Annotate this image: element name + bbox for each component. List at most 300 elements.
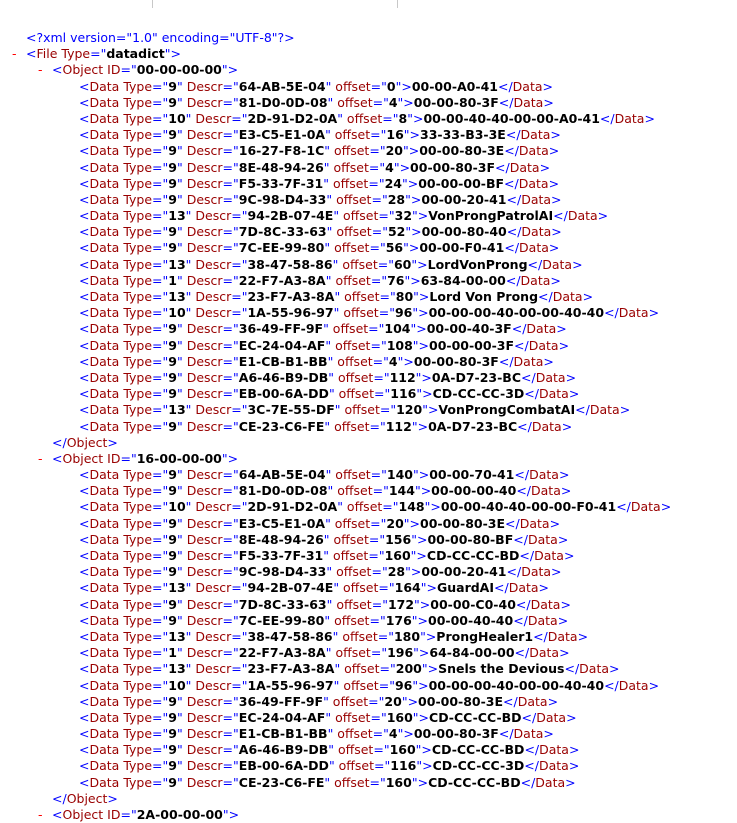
data-offset-attr-value: 20 xyxy=(385,143,403,159)
attr-quote: " xyxy=(325,78,332,94)
tag-bracket: > xyxy=(418,677,429,693)
tag-bracket: > xyxy=(558,337,570,353)
attr-quote: " xyxy=(162,742,169,758)
attr-equals: = xyxy=(369,612,380,628)
data-tag-name: Data xyxy=(89,289,120,304)
tag-bracket: > xyxy=(411,224,422,240)
data-row xyxy=(0,208,737,224)
attr-quote: " xyxy=(383,742,390,758)
attr-quote: " xyxy=(324,143,330,159)
data-descr-attr-name: Descr xyxy=(182,531,223,547)
attr-quote: " xyxy=(413,289,419,304)
attr-quote: " xyxy=(233,418,239,434)
attr-equals: = xyxy=(231,305,242,321)
data-type-attr-value: 9 xyxy=(168,515,177,531)
data-type-attr-value: 13 xyxy=(168,208,186,224)
data-type-attr-value: 13 xyxy=(168,628,186,644)
data-row xyxy=(0,370,737,386)
data-offset-attr-name: offset xyxy=(333,353,373,369)
data-offset-attr-name: offset xyxy=(332,564,372,580)
data-row xyxy=(0,548,737,564)
attr-equals: = xyxy=(152,612,163,628)
tag-bracket: > xyxy=(542,78,553,94)
data-row xyxy=(0,758,737,774)
data-value: Lord Von Prong xyxy=(429,289,539,304)
data-type-attr-value: 9 xyxy=(168,709,177,725)
tag-bracket: < xyxy=(79,483,90,499)
tag-bracket: > xyxy=(597,208,609,224)
xml-tree-view[interactable] xyxy=(0,30,737,823)
data-tag-name: Data xyxy=(509,159,540,175)
data-row xyxy=(0,645,737,661)
attr-quote: " xyxy=(162,596,169,612)
attr-quote: " xyxy=(162,418,169,434)
data-descr-attr-name: Descr xyxy=(191,628,232,644)
tag-bracket: > xyxy=(550,272,561,288)
attr-quote: " xyxy=(379,774,386,790)
data-type-attr-name: Type xyxy=(119,353,153,369)
data-descr-attr-value: 23-F7-A3-8A xyxy=(247,289,335,304)
attr-equals: = xyxy=(379,661,391,677)
attr-equals: = xyxy=(222,564,234,580)
data-tag-name: Data xyxy=(89,94,120,110)
attr-quote: " xyxy=(233,143,239,159)
file-tag-name: File xyxy=(36,46,58,62)
data-row xyxy=(0,386,737,402)
attr-quote: " xyxy=(185,580,192,596)
data-offset-attr-name: offset xyxy=(334,758,375,774)
data-tag-name: Data xyxy=(89,758,120,774)
data-tag-name: Data xyxy=(89,305,120,321)
attr-quote: " xyxy=(176,127,183,143)
attr-quote: " xyxy=(162,175,169,191)
data-offset-attr-name: offset xyxy=(333,483,373,499)
attr-equals: = xyxy=(222,758,234,774)
tag-bracket: </ xyxy=(519,548,535,563)
attr-quote: " xyxy=(233,612,239,628)
attr-quote: " xyxy=(323,175,329,191)
attr-equals: = xyxy=(373,742,384,758)
tag-bracket: < xyxy=(79,369,90,385)
attr-quote: " xyxy=(332,256,339,272)
attr-quote: " xyxy=(176,353,183,369)
collapse-toggle[interactable]: - xyxy=(38,807,43,822)
data-tag-name: Data xyxy=(513,353,544,369)
attr-quote: " xyxy=(233,386,239,402)
attr-quote: " xyxy=(233,645,239,661)
attr-quote: " xyxy=(176,548,183,563)
attr-quote: " xyxy=(383,369,390,385)
data-descr-attr-name: Descr xyxy=(182,386,223,402)
data-offset-attr-value: 120 xyxy=(396,402,423,418)
attr-equals: = xyxy=(377,628,389,644)
data-offset-attr-name: offset xyxy=(342,110,383,126)
attr-equals: = xyxy=(222,483,234,499)
data-descr-attr-name: Descr xyxy=(182,564,223,580)
tag-bracket: </ xyxy=(498,726,514,742)
attr-quote: " xyxy=(162,515,169,531)
data-row xyxy=(0,775,737,791)
data-descr-attr-name: Descr xyxy=(191,677,232,693)
attr-quote: " xyxy=(323,159,330,175)
data-descr-attr-name: Descr xyxy=(182,159,223,175)
attr-quote: " xyxy=(323,548,329,563)
attr-equals: = xyxy=(152,353,163,369)
collapse-toggle[interactable]: - xyxy=(12,46,17,62)
data-value: CD-CC-CC-BD xyxy=(431,742,525,758)
attr-quote: " xyxy=(176,596,183,612)
attr-equals: = xyxy=(370,467,382,483)
data-type-attr-value: 13 xyxy=(168,580,186,596)
data-tag-name: Data xyxy=(508,580,539,596)
tag-bracket: < xyxy=(79,596,90,612)
attr-equals: = xyxy=(369,418,380,434)
attr-quote: " xyxy=(176,709,183,725)
tag-bracket: < xyxy=(79,564,90,580)
data-type-attr-value: 9 xyxy=(168,321,177,337)
attr-equals: = xyxy=(152,224,163,240)
data-descr-attr-value: 64-AB-5E-04 xyxy=(238,78,326,94)
attr-quote: " xyxy=(402,143,409,159)
attr-quote: " xyxy=(162,499,169,515)
attr-quote: " xyxy=(162,78,169,94)
data-type-attr-value: 9 xyxy=(168,774,177,790)
tag-bracket: </ xyxy=(514,467,530,483)
tag-bracket: > xyxy=(557,612,569,628)
data-offset-attr-name: offset xyxy=(330,515,371,531)
data-offset-attr-value: 96 xyxy=(394,677,413,693)
attr-quote: " xyxy=(392,499,399,515)
attr-quote: " xyxy=(233,515,239,531)
data-value: 00-00-00-BF xyxy=(418,175,505,191)
tag-bracket: > xyxy=(551,224,562,240)
data-tag-name: Data xyxy=(89,499,120,515)
tag-bracket: > xyxy=(543,94,554,110)
tag-bracket: > xyxy=(422,758,433,774)
attr-quote: " xyxy=(162,774,169,790)
tag-bracket: < xyxy=(79,467,90,483)
attr-quote: " xyxy=(324,418,331,434)
attr-equals: = xyxy=(152,337,163,353)
tag-bracket: < xyxy=(79,159,90,175)
tag-bracket: </ xyxy=(604,677,619,693)
data-descr-attr-value: 1A-55-96-97 xyxy=(247,305,334,321)
attr-quote: " xyxy=(162,94,169,110)
data-type-attr-value: 9 xyxy=(168,742,177,758)
attr-quote: " xyxy=(379,612,386,628)
tag-bracket: < xyxy=(79,548,90,563)
tag-bracket: < xyxy=(79,693,90,709)
tag-bracket: > xyxy=(561,418,573,434)
attr-quote: " xyxy=(162,369,169,385)
tag-bracket: > xyxy=(551,564,562,580)
attr-quote: " xyxy=(241,661,248,677)
data-tag-name: Data xyxy=(89,628,120,644)
data-descr-attr-name: Descr xyxy=(182,272,223,288)
tag-bracket: </ xyxy=(504,240,520,256)
data-tag-name: Data xyxy=(89,531,120,547)
data-offset-attr-name: offset xyxy=(334,386,375,402)
data-type-attr-value: 10 xyxy=(168,677,186,693)
tag-bracket: > xyxy=(660,499,672,515)
data-value: 00-00-00-40 xyxy=(431,483,517,499)
data-tag-name: Data xyxy=(535,369,566,385)
attr-quote: " xyxy=(176,191,183,207)
data-row xyxy=(0,257,737,273)
tag-bracket: > xyxy=(548,143,560,159)
data-descr-attr-value: 16-27-F8-1C xyxy=(238,143,325,159)
attr-equals: = xyxy=(120,807,131,822)
attr-quote: " xyxy=(233,483,239,499)
data-descr-attr-value: CE-23-C6-FE xyxy=(238,418,325,434)
data-offset-attr-name: offset xyxy=(339,208,379,224)
data-descr-attr-value: 22-F7-A3-8A xyxy=(238,272,326,288)
data-tag-name: Data xyxy=(89,191,120,207)
data-type-attr-name: Type xyxy=(119,386,153,402)
attr-quote: " xyxy=(327,726,334,742)
data-type-attr-value: 10 xyxy=(168,110,186,126)
attr-quote: " xyxy=(176,612,183,628)
data-tag-name: Data xyxy=(89,564,120,580)
data-descr-attr-value: 7D-8C-33-63 xyxy=(238,596,327,612)
data-row xyxy=(0,516,737,532)
data-offset-attr-name: offset xyxy=(330,612,370,628)
data-descr-attr-name: Descr xyxy=(182,78,223,94)
data-value: 0A-D7-23-BC xyxy=(431,369,522,385)
attr-quote: " xyxy=(162,467,169,483)
data-tag-name: Data xyxy=(89,208,120,224)
data-type-attr-name: Type xyxy=(119,726,153,742)
tag-bracket: </ xyxy=(494,580,509,596)
tag-bracket: < xyxy=(52,807,63,822)
data-type-attr-name: Type xyxy=(119,305,153,321)
attr-quote: " xyxy=(241,580,248,596)
attr-quote: " xyxy=(401,175,408,191)
data-descr-attr-name: Descr xyxy=(182,353,223,369)
attr-quote: " xyxy=(380,337,387,353)
attr-equals: = xyxy=(374,386,385,402)
data-value: VonProngCombatAI xyxy=(438,402,576,418)
data-offset-attr-value: 160 xyxy=(389,742,416,758)
data-offset-attr-name: offset xyxy=(340,661,380,677)
object-element-open[interactable] xyxy=(0,62,737,78)
attr-quote: " xyxy=(412,677,419,693)
tag-bracket: < xyxy=(79,272,90,288)
data-offset-attr-value: 24 xyxy=(384,175,402,191)
data-descr-attr-value: A6-46-B9-DB xyxy=(238,742,329,758)
data-type-attr-name: Type xyxy=(119,661,153,677)
tag-bracket: > xyxy=(417,208,429,224)
data-tag-name: Data xyxy=(589,402,620,418)
object-tag-name: Object xyxy=(62,807,104,822)
tag-bracket: </ xyxy=(505,272,521,288)
data-descr-attr-value: 22-F7-A3-8A xyxy=(238,645,326,661)
tag-bracket: < xyxy=(79,191,90,207)
attr-equals: = xyxy=(152,693,163,709)
attr-equals: = xyxy=(372,353,384,369)
tag-bracket: </ xyxy=(527,256,543,272)
data-tag-name: Data xyxy=(89,548,120,563)
data-type-attr-name: Type xyxy=(119,337,153,353)
attr-quote: " xyxy=(176,774,183,790)
data-offset-attr-name: offset xyxy=(330,240,370,256)
attr-quote: " xyxy=(405,191,411,207)
data-offset-attr-name: offset xyxy=(340,289,380,304)
attr-quote: " xyxy=(383,353,389,369)
attr-equals: = xyxy=(152,758,163,774)
data-descr-attr-name: Descr xyxy=(191,208,232,224)
attr-quote: " xyxy=(241,402,248,418)
tag-bracket: < xyxy=(79,418,90,434)
data-tag-name: Data xyxy=(89,661,120,677)
data-value: CD-CC-CC-BD xyxy=(428,774,521,790)
tag-bracket: < xyxy=(79,78,90,94)
data-descr-attr-name: Descr xyxy=(182,483,223,499)
attr-equals: = xyxy=(378,305,390,321)
attr-quote: " xyxy=(390,661,396,677)
attr-quote: " xyxy=(422,402,428,418)
data-offset-attr-value: 4 xyxy=(388,726,398,742)
attr-quote: " xyxy=(233,224,239,240)
tag-bracket: </ xyxy=(497,78,513,94)
attr-quote: " xyxy=(162,709,169,725)
attr-equals: = xyxy=(90,46,101,62)
tag-bracket: > xyxy=(648,305,660,321)
data-value: 63-84-00-00 xyxy=(420,272,506,288)
object-element-open[interactable] xyxy=(0,807,737,823)
tag-bracket: > xyxy=(403,94,414,110)
attr-equals: = xyxy=(152,483,163,499)
attr-equals: = xyxy=(222,272,234,288)
data-offset-attr-value: 8 xyxy=(398,110,408,126)
attr-quote: " xyxy=(415,369,422,385)
data-offset-attr-name: offset xyxy=(333,726,373,742)
attr-equals: = xyxy=(231,402,242,418)
data-offset-attr-value: 20 xyxy=(384,693,402,709)
attr-quote: " xyxy=(397,353,404,369)
tag-bracket: > xyxy=(539,159,551,175)
data-offset-attr-name: offset xyxy=(331,645,371,661)
attr-quote: " xyxy=(334,402,341,418)
data-type-attr-value: 9 xyxy=(168,483,177,499)
attr-quote: " xyxy=(176,467,183,483)
data-descr-attr-name: Descr xyxy=(191,256,232,272)
object-element-open[interactable] xyxy=(0,451,737,467)
tag-bracket: > xyxy=(421,369,432,385)
attr-equals: = xyxy=(379,402,391,418)
data-offset-attr-name: offset xyxy=(331,709,371,725)
data-tag-name: Data xyxy=(89,353,120,369)
attr-equals: = xyxy=(222,337,234,353)
tag-bracket: > xyxy=(409,127,421,143)
tag-bracket: > xyxy=(418,289,430,304)
tag-bracket: > xyxy=(551,191,562,207)
tag-bracket: </ xyxy=(495,159,510,175)
attr-quote: " xyxy=(327,483,334,499)
attr-quote: " xyxy=(379,531,386,547)
data-descr-attr-value: 7C-EE-99-80 xyxy=(238,240,325,256)
attr-quote: " xyxy=(384,758,391,774)
data-tag-name: Data xyxy=(528,337,559,353)
attr-equals: = xyxy=(370,272,382,288)
tag-bracket: </ xyxy=(520,774,536,790)
tag-bracket: > xyxy=(566,709,577,725)
data-type-attr-name: Type xyxy=(119,272,153,288)
attr-equals: = xyxy=(152,159,163,175)
data-type-attr-value: 9 xyxy=(168,386,177,402)
data-type-attr-value: 9 xyxy=(168,337,177,353)
attr-quote: " xyxy=(381,191,388,207)
attr-quote: " xyxy=(379,418,386,434)
data-tag-name: Data xyxy=(536,709,567,725)
data-row xyxy=(0,694,737,710)
attr-quote: " xyxy=(162,645,169,661)
data-offset-attr-name: offset xyxy=(328,693,369,709)
attr-equals: = xyxy=(231,499,242,515)
attr-quote: " xyxy=(412,208,418,224)
attr-quote: " xyxy=(326,596,333,612)
data-type-attr-name: Type xyxy=(119,499,153,515)
attr-equals: = xyxy=(368,548,379,563)
data-descr-attr-name: Descr xyxy=(182,467,223,483)
collapse-toggle[interactable]: - xyxy=(38,62,43,78)
data-tag-name: Data xyxy=(518,175,549,191)
data-value: 64-84-00-00 xyxy=(429,645,515,661)
data-descr-attr-name: Descr xyxy=(182,143,223,159)
attr-equals: = xyxy=(120,62,131,78)
data-tag-name: Data xyxy=(89,175,120,191)
object-id-attr-value: 00-00-00-00 xyxy=(136,62,222,78)
attr-quote: " xyxy=(162,677,169,693)
data-offset-attr-name: offset xyxy=(334,742,374,758)
attr-quote: " xyxy=(397,726,404,742)
data-type-attr-value: 9 xyxy=(168,758,177,774)
attr-quote: " xyxy=(176,337,183,353)
tag-bracket: > xyxy=(417,612,429,628)
attr-equals: = xyxy=(222,386,234,402)
attr-equals: = xyxy=(152,369,163,385)
attr-quote: " xyxy=(162,353,169,369)
data-type-attr-name: Type xyxy=(119,709,153,725)
data-tag-name: Data xyxy=(547,628,578,644)
attr-quote: " xyxy=(233,175,239,191)
data-value: 00-00-40-40-00-00-F0-41 xyxy=(440,499,617,515)
attr-equals: = xyxy=(231,256,242,272)
data-value: 00-00-00-3F xyxy=(429,337,515,353)
data-type-attr-value: 9 xyxy=(168,94,177,110)
attr-quote: " xyxy=(221,62,228,78)
attr-equals: = xyxy=(370,127,381,143)
data-type-attr-name: Type xyxy=(119,774,153,790)
data-tag-name: Data xyxy=(513,726,544,742)
attr-quote: " xyxy=(185,499,192,515)
attr-equals: = xyxy=(152,418,163,434)
tag-bracket: < xyxy=(79,402,90,418)
collapse-toggle[interactable]: - xyxy=(38,450,43,466)
tag-bracket: > xyxy=(107,434,118,450)
attr-quote: " xyxy=(162,321,169,337)
attr-equals: = xyxy=(152,272,163,288)
tag-bracket: > xyxy=(227,62,239,78)
attr-quote: " xyxy=(233,548,239,563)
object-tag-name: Object xyxy=(66,434,108,450)
attr-equals: = xyxy=(231,677,242,693)
data-descr-attr-value: 81-D0-0D-08 xyxy=(238,94,328,110)
attr-quote: " xyxy=(383,94,389,110)
attr-quote: " xyxy=(130,62,137,78)
attr-quote: " xyxy=(380,709,387,725)
tag-bracket: </ xyxy=(524,386,539,402)
